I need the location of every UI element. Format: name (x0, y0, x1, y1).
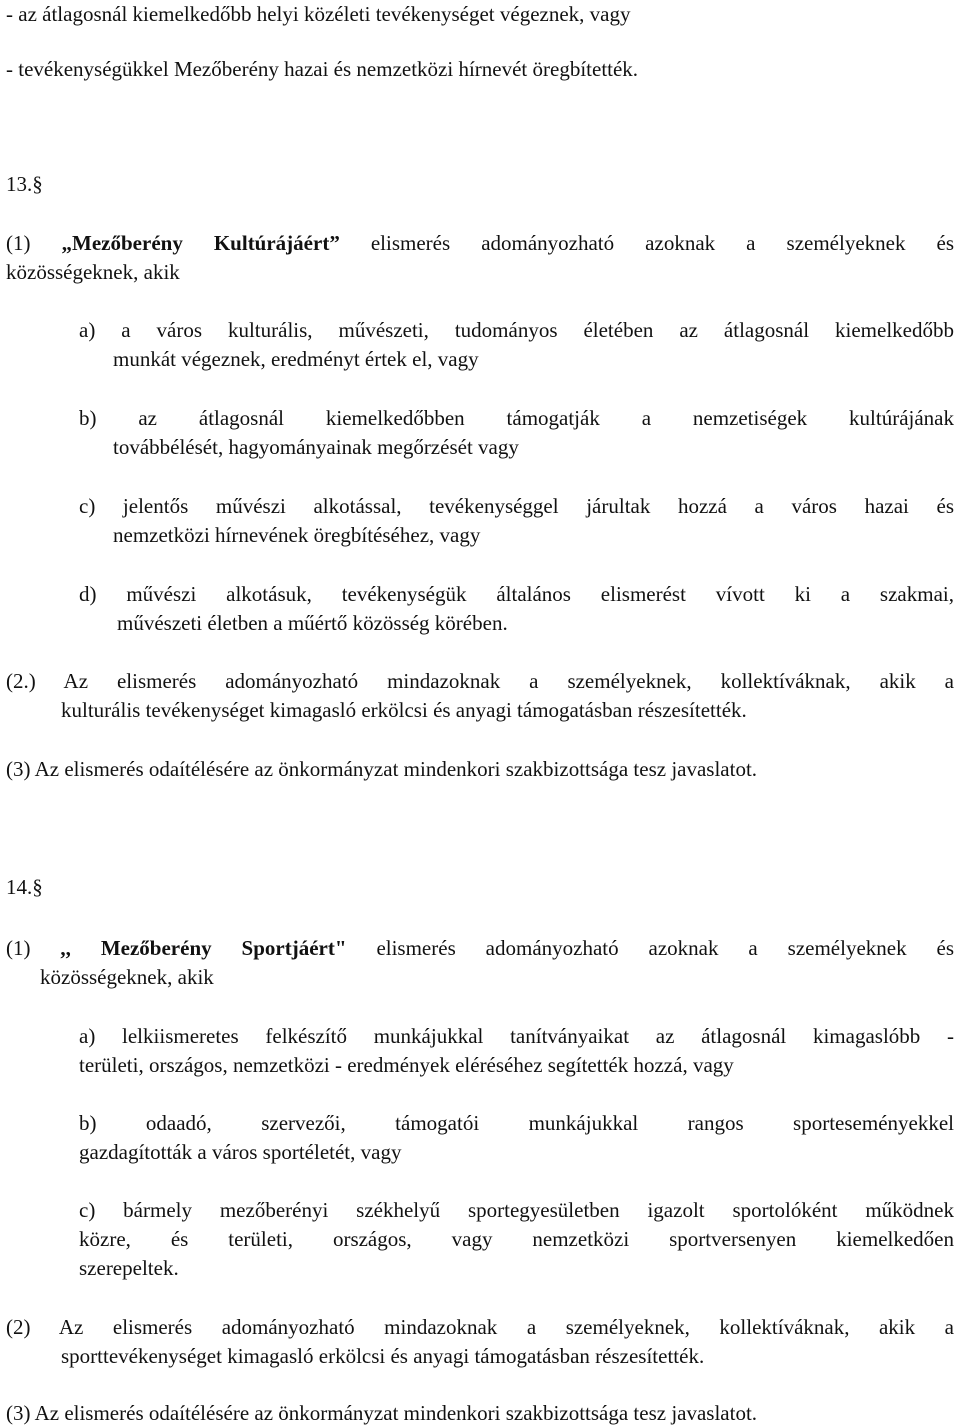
section-13-paragraph-1-line-2: közösségeknek, akik (6, 260, 180, 284)
section-13-item-c-line-1: c) jelentős művészi alkotással, tevékenységgel járultak hozzá a város hazai és (79, 494, 954, 518)
section-14-item-b-line-2: gazdagították a város sportéletét, vagy (79, 1140, 402, 1164)
section-14-p1-rest: elismerés adományozható azoknak a személyeknek és (376, 936, 954, 960)
section-14-item-a-line-2: területi, országos, nemzetközi - eredmények eléréséhez segítették hozzá, vagy (79, 1053, 734, 1077)
section-14-paragraph-2-line-2: sporttevékenységet kimagasló erkölcsi és anyagi támogatásban részesítették. (61, 1344, 705, 1368)
section-14-item-c-line-3: szerepeltek. (79, 1256, 179, 1280)
section-14-award-title: ,, Mezőberény Sportjáért" (60, 936, 347, 960)
section-14-heading: 14.§ (6, 875, 43, 899)
section-14-item-a-line-1: a) lelkiismeretes felkészítő munkájukkal tanítványaikat az átlagosnál kimagaslóbb - (79, 1024, 954, 1048)
section-14-item-c-line-1: c) bármely mezőberényi székhelyű sportegyesületben igazolt sportolóként működnek (79, 1198, 954, 1222)
section-13-heading: 13.§ (6, 172, 43, 196)
section-14-paragraph-2-line-1: (2) Az elismerés adományozható mindazoknak a személyeknek, kollektíváknak, akik a (6, 1315, 954, 1339)
section-13-award-title: „Mezőberény Kultúrájáért” (61, 231, 340, 255)
section-13-p1-rest: elismerés adományozható azoknak a személyeknek és (370, 231, 954, 255)
section-14-paragraph-1-line-2: közösségeknek, akik (40, 965, 214, 989)
section-13-item-a-line-2: munkát végeznek, eredményt értek el, vagy (113, 347, 479, 371)
intro-line-2: - tevékenységükkel Mezőberény hazai és nemzetközi hírnevét öregbítették. (6, 57, 639, 81)
section-13-item-a-line-1: a) a város kulturális, művészeti, tudományos életében az átlagosnál kiemelkedőbb (79, 318, 954, 342)
section-13-item-b-line-1: b) az átlagosnál kiemelkedőbben támogatják a nemzetiségek kultúrájának (79, 406, 954, 430)
section-14-p1-prefix: (1) (6, 936, 31, 960)
section-13-paragraph-2-line-1: (2.) Az elismerés adományozható mindazoknak a személyeknek, kollektíváknak, akik a (6, 669, 954, 693)
section-13-item-c-line-2: nemzetközi hírnevének öregbítéséhez, vagy (113, 523, 481, 547)
intro-line-1: - az átlagosnál kiemelkedőbb helyi közéleti tevékenységet végeznek, vagy (6, 2, 631, 26)
section-13-item-d-line-1: d) művészi alkotásuk, tevékenységük általános elismerést vívott ki a szakmai, (79, 582, 954, 606)
section-14-paragraph-3: (3) Az elismerés odaítélésére az önkormányzat mindenkori szakbizottsága tesz javaslatot. (6, 1401, 758, 1425)
section-14-item-b-line-1: b) odaadó, szervezői, támogatói munkájukkal rangos sporteseményekkel (79, 1111, 954, 1135)
section-14-paragraph-1-line-1 (6, 934, 954, 963)
section-13-item-d-line-2: művészeti életben a műértő közösség körében. (117, 611, 508, 635)
section-14-item-c-line-2: közre, és területi, országos, vagy nemzetközi sportversenyen kiemelkedően (79, 1227, 954, 1251)
section-13-item-b-line-2: továbbélését, hagyományainak megőrzését vagy (113, 435, 519, 459)
section-13-paragraph-2-line-2: kulturális tevékenységet kimagasló erkölcsi és anyagi támogatásban részesítették. (61, 698, 747, 722)
section-13-paragraph-1-line-1 (6, 229, 954, 258)
section-13-p1-prefix: (1) (6, 231, 31, 255)
section-13-paragraph-3: (3) Az elismerés odaítélésére az önkormányzat mindenkori szakbizottsága tesz javaslatot. (6, 757, 758, 781)
